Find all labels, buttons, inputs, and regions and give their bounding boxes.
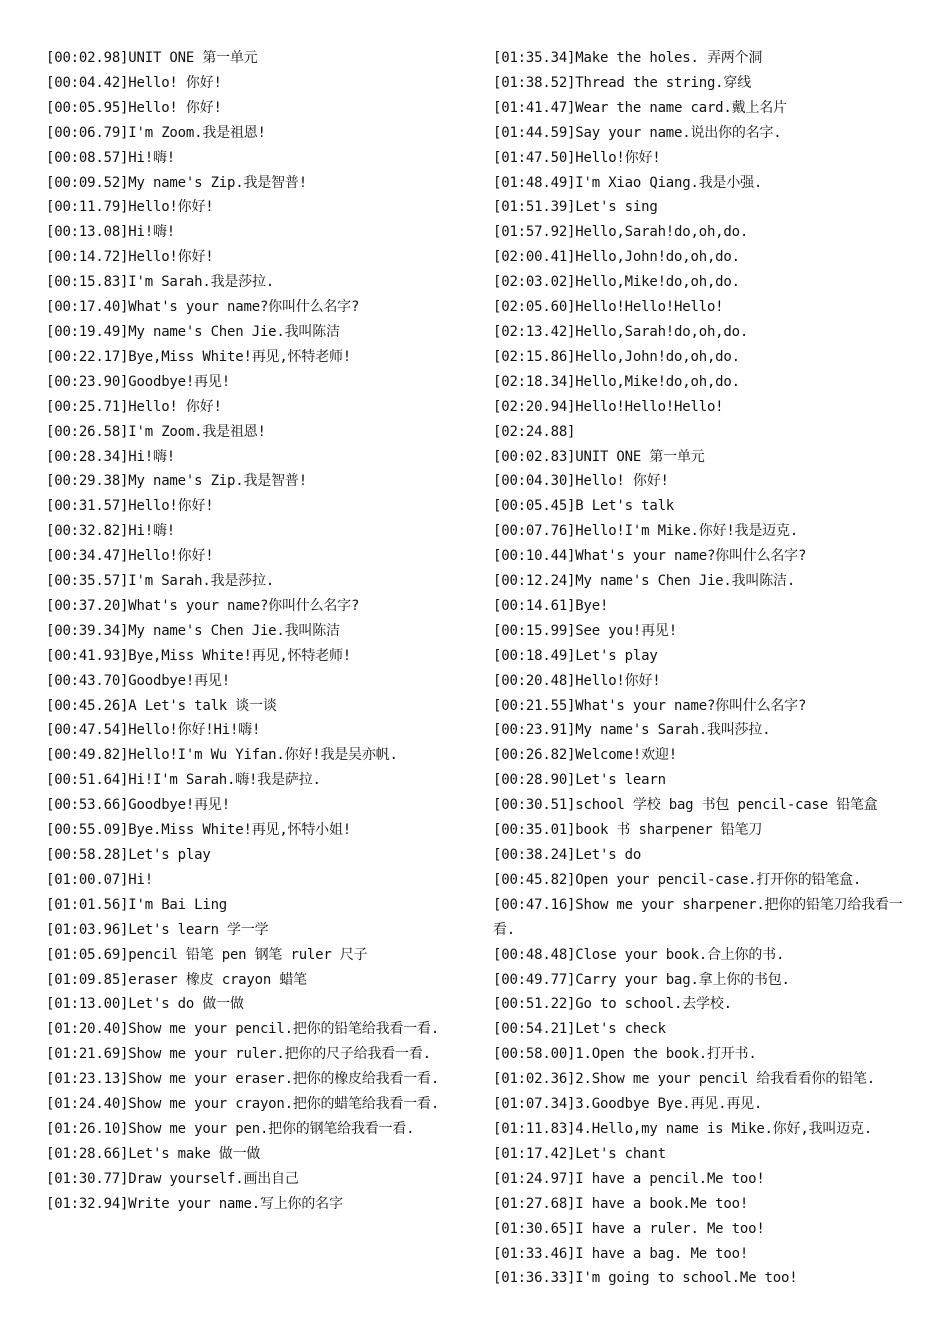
transcript-line: [00:49.77]Carry your bag.拿上你的书包.: [493, 971, 790, 988]
transcript-line: [02:20.94]Hello!Hello!Hello!: [493, 398, 724, 415]
transcript-line: [01:36.33]I'm going to school.Me too!: [493, 1270, 798, 1287]
transcript-line: [00:21.55]What's your name?你叫什么名字?: [493, 697, 807, 714]
transcript-line: [02:03.02]Hello,Mike!do,oh,do.: [493, 274, 740, 291]
transcript-line: [00:41.93]Bye,Miss White!再见,怀特老师!: [46, 647, 351, 664]
transcript-line: [01:21.69]Show me your ruler.把你的尺子给我看一看.: [46, 1046, 431, 1063]
transcript-line: [00:20.48]Hello!你好!: [493, 672, 661, 689]
transcript-line: [00:35.57]I'm Sarah.我是莎拉.: [46, 573, 275, 590]
transcript-line: [00:25.71]Hello! 你好!: [46, 398, 222, 415]
transcript-line: [00:48.48]Close your book.合上你的书.: [493, 946, 785, 963]
transcript-line: [01:23.13]Show me your eraser.把你的橡皮给我看一看.: [46, 1071, 440, 1088]
transcript-line: [00:06.79]I'm Zoom.我是祖恩!: [46, 124, 266, 141]
transcript-line: [00:19.49]My name's Chen Jie.我叫陈洁: [46, 323, 340, 340]
transcript-line: [01:41.47]Wear the name card.戴上名片: [493, 99, 787, 116]
transcript-line: [00:23.91]My name's Sarah.我叫莎拉.: [493, 722, 771, 739]
transcript-line: [00:35.01]book 书 sharpener 铅笔刀: [493, 822, 763, 839]
transcript-line: [00:51.64]Hi!I'm Sarah.嗨!我是萨拉.: [46, 772, 321, 789]
transcript-line: [01:32.94]Write your name.写上你的名字: [46, 1195, 343, 1212]
transcript-line: [00:58.00]1.Open the book.打开书.: [493, 1046, 757, 1063]
transcript-line: [00:28.90]Let's learn: [493, 772, 666, 789]
transcript-line: [00:45.26]A Let's talk 谈一谈: [46, 697, 277, 714]
transcript-line: [01:24.97]I have a pencil.Me too!: [493, 1170, 765, 1187]
transcript-line: [00:11.79]Hello!你好!: [46, 199, 214, 216]
transcript-line: [00:10.44]What's your name?你叫什么名字?: [493, 548, 807, 565]
transcript-line: [00:26.82]Welcome!欢迎!: [493, 747, 677, 764]
transcript-line: [00:38.24]Let's do: [493, 847, 642, 863]
transcript-line: [01:02.36]2.Show me your pencil 给我看看你的铅笔.: [493, 1071, 875, 1088]
transcript-line: [00:04.30]Hello! 你好!: [493, 473, 669, 490]
transcript-line: [01:13.00]Let's do 做一做: [46, 996, 244, 1013]
transcript-line: [00:47.54]Hello!你好!Hi!嗨!: [46, 722, 261, 739]
transcript-line: [00:15.99]See you!再见!: [493, 622, 677, 639]
transcript-line: [02:13.42]Hello,Sarah!do,oh,do.: [493, 323, 749, 340]
transcript-line: [00:34.47]Hello!你好!: [46, 548, 214, 565]
transcript-line: [01:00.07]Hi!: [46, 871, 153, 888]
transcript-line: [00:45.82]Open your pencil-case.打开你的铅笔盒.: [493, 871, 862, 888]
transcript-line: [01:28.66]Let's make 做一做: [46, 1145, 261, 1162]
transcript-line: [00:37.20]What's your name?你叫什么名字?: [46, 597, 360, 614]
transcript-line: [00:12.24]My name's Chen Jie.我叫陈洁.: [493, 573, 796, 590]
transcript-line: [02:18.34]Hello,Mike!do,oh,do.: [493, 373, 740, 390]
right-column: [493, 46, 915, 1291]
transcript-line: [02:05.60]Hello!Hello!Hello!: [493, 299, 724, 316]
transcript-line: [01:38.52]Thread the string.穿线: [493, 74, 752, 91]
transcript-line: [02:24.88]: [493, 423, 576, 440]
transcript-line: [00:22.17]Bye,Miss White!再见,怀特老师!: [46, 348, 351, 365]
transcript-line: [00:58.28]Let's play: [46, 847, 211, 863]
transcript-line: [01:03.96]Let's learn 学一学: [46, 921, 269, 938]
transcript-line: [00:32.82]Hi!嗨!: [46, 523, 176, 540]
transcript-line: [02:00.41]Hello,John!do,oh,do.: [493, 249, 740, 266]
transcript-line: [01:20.40]Show me your pencil.把你的铅笔给我看一看.: [46, 1021, 440, 1038]
transcript-line: [01:47.50]Hello!你好!: [493, 149, 661, 166]
transcript-line: [00:02.98]UNIT ONE 第一单元: [46, 50, 258, 66]
transcript-line: [01:17.42]Let's chant: [493, 1145, 666, 1162]
transcript-line: [01:51.39]Let's sing: [493, 199, 658, 216]
transcript-line: [00:13.08]Hi!嗨!: [46, 224, 176, 241]
transcript-line: [00:14.61]Bye!: [493, 597, 609, 614]
transcript-line: [00:14.72]Hello!你好!: [46, 249, 214, 266]
transcript-line: [01:05.69]pencil 铅笔 pen 钢笔 ruler 尺子: [46, 946, 368, 963]
transcript-line: [00:23.90]Goodbye!再见!: [46, 373, 230, 390]
transcript-line: [01:27.68]I have a book.Me too!: [493, 1195, 749, 1212]
transcript-line: [00:43.70]Goodbye!再见!: [46, 672, 230, 689]
transcript-line: [00:31.57]Hello!你好!: [46, 498, 214, 515]
transcript-line: [00:02.83]UNIT ONE 第一单元: [493, 448, 705, 465]
transcript-line: [00:04.42]Hello! 你好!: [46, 74, 222, 91]
transcript-line: [00:26.58]I'm Zoom.我是祖恩!: [46, 423, 266, 440]
transcript-line: [01:07.34]3.Goodbye Bye.再见.再见.: [493, 1096, 763, 1113]
transcript-line: [00:30.51]school 学校 bag 书包 pencil-case 铅笔盒: [493, 797, 878, 814]
transcript-line: [00:28.34]Hi!嗨!: [46, 448, 176, 465]
transcript-line: [00:29.38]My name's Zip.我是智普!: [46, 473, 307, 490]
transcript-line: [00:55.09]Bye.Miss White!再见,怀特小姐!: [46, 822, 351, 839]
transcript-line: [02:15.86]Hello,John!do,oh,do.: [493, 348, 740, 365]
transcript-line: [01:11.83]4.Hello,my name is Mike.你好,我叫迈克.: [493, 1120, 873, 1137]
transcript-line: [00:18.49]Let's play: [493, 647, 658, 664]
transcript-line: [01:30.65]I have a ruler. Me too!: [493, 1220, 765, 1237]
transcript-line: [01:44.59]Say your name.说出你的名字.: [493, 124, 782, 141]
transcript-line: [00:49.82]Hello!I'm Wu Yifan.你好!我是吴亦帆.: [46, 747, 398, 764]
transcript-line: [00:47.16]Show me your sharpener.把你的铅笔刀给我看一看.: [493, 896, 903, 938]
transcript-line: [00:15.83]I'm Sarah.我是莎拉.: [46, 274, 275, 291]
transcript-line: [00:05.45]B Let's talk: [493, 498, 675, 515]
transcript-line: [00:08.57]Hi!嗨!: [46, 149, 176, 166]
transcript-line: [01:01.56]I'm Bai Ling: [46, 896, 228, 913]
left-column: [46, 46, 466, 1217]
transcript-line: [01:09.85]eraser 橡皮 crayon 蜡笔: [46, 971, 307, 988]
transcript-line: [00:09.52]My name's Zip.我是智普!: [46, 174, 307, 191]
transcript-line: [00:17.40]What's your name?你叫什么名字?: [46, 299, 360, 316]
transcript-line: [01:48.49]I'm Xiao Qiang.我是小强.: [493, 174, 763, 191]
transcript-line: [00:05.95]Hello! 你好!: [46, 99, 222, 116]
transcript-line: [00:53.66]Goodbye!再见!: [46, 797, 230, 814]
transcript-line: [00:07.76]Hello!I'm Mike.你好!我是迈克.: [493, 523, 798, 540]
transcript-line: [01:35.34]Make the holes. 弄两个洞: [493, 50, 763, 66]
transcript-line: [01:30.77]Draw yourself.画出自己: [46, 1170, 299, 1187]
transcript-line: [00:51.22]Go to school.去学校.: [493, 996, 732, 1013]
transcript-line: [01:26.10]Show me your pen.把你的钢笔给我看一看.: [46, 1120, 415, 1137]
transcript-line: [01:24.40]Show me your crayon.把你的蜡笔给我看一看.: [46, 1096, 440, 1113]
transcript-line: [01:57.92]Hello,Sarah!do,oh,do.: [493, 224, 749, 241]
transcript-line: [00:39.34]My name's Chen Jie.我叫陈洁: [46, 622, 340, 639]
transcript-line: [00:54.21]Let's check: [493, 1021, 666, 1038]
transcript-line: [01:33.46]I have a bag. Me too!: [493, 1245, 749, 1262]
